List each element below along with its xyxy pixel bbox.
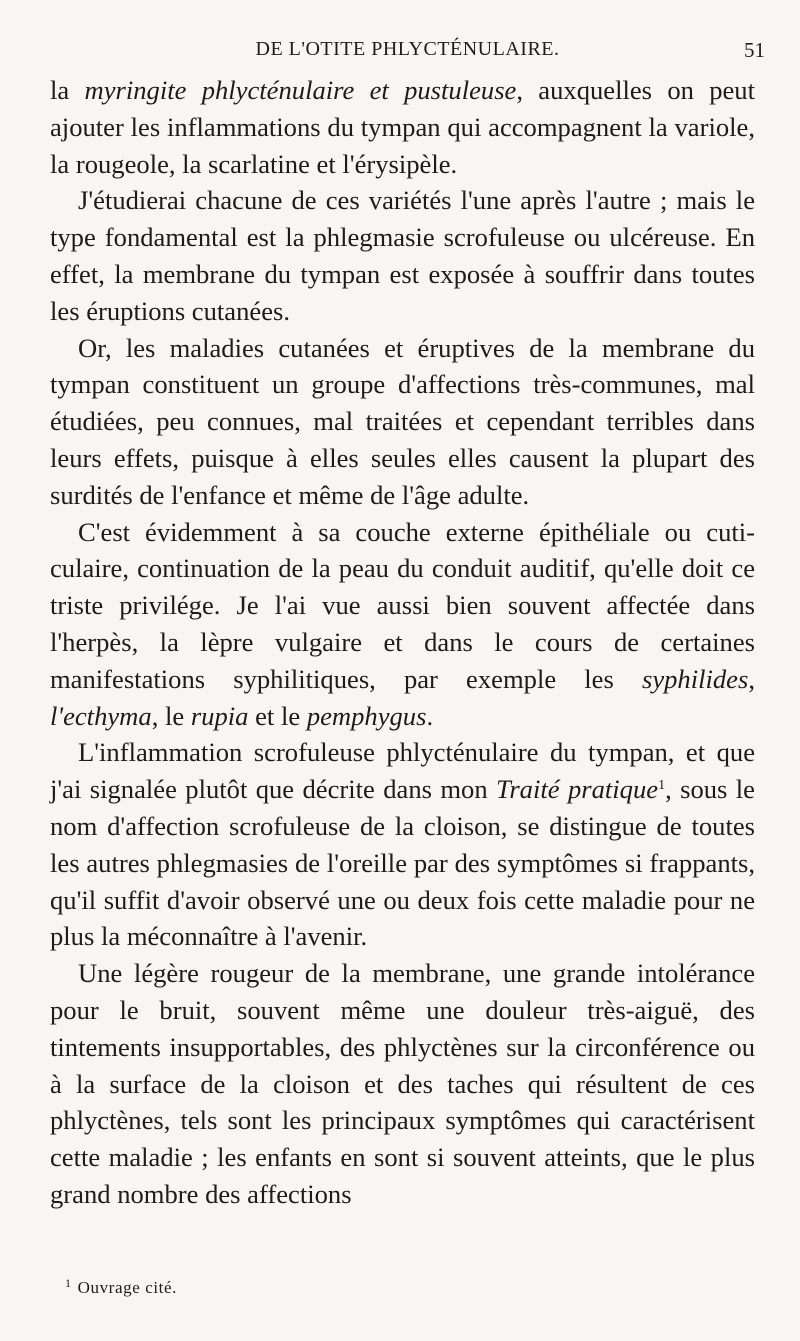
text-run: C'est évidemment à sa couche externe épithéliale ou cuticulaire, continuation de la peau du conduit auditif, qu'elle doit ce triste privilége. Je l'ai vue aussi bien souvent affectée dans l'herpès, la lèpre vulgaire et dans le cours de certaines manifestations syphilitiques, par exemple les <box>50 516 755 694</box>
footnote <box>65 1278 177 1298</box>
text-run: , <box>748 663 755 694</box>
body-text <box>50 72 755 1213</box>
running-title: DE L'OTITE PHLYCTÉNULAIRE. <box>255 38 560 60</box>
text-run: et le <box>248 700 307 731</box>
paragraph-4 <box>50 514 755 735</box>
paragraph-3 <box>50 330 755 514</box>
running-head <box>50 38 765 68</box>
footnote-marker: 1 <box>65 1276 72 1290</box>
text-run: J'étudierai chacune de ces variétés l'une après l'autre ; mais le type fondamental est la phlegmasie scrofuleuse ou ulcéreuse. En effet, la membrane du tympan est exposée à souffrir dans toutes les éruptions cutanées. <box>50 185 755 326</box>
paragraph-1 <box>50 72 755 182</box>
italic-term: Traité pratique <box>496 774 659 805</box>
paragraph-2 <box>50 182 755 329</box>
italic-term: myringite phlycténulaire et pustuleuse <box>84 75 517 105</box>
italic-term: rupia <box>190 700 249 731</box>
paragraph-6 <box>50 955 755 1213</box>
italic-term: syphilides <box>641 663 749 694</box>
text-run: la <box>50 75 85 105</box>
page-number: 51 <box>744 38 765 62</box>
text-run: . <box>426 700 434 731</box>
text-run: , sous le nom d'affection scrofuleuse de la cloison, se distingue de toutes les autres phlegmasies de l'oreille par des symptômes si frappants, qu'il suffit d'avoir observé une ou deux fois cette maladie pour ne plus la méconnaître à l'avenir. <box>50 774 755 952</box>
footnote-reference: 1 <box>658 778 666 794</box>
text-run: L'inflammation scrofuleuse phlycténulaire du tympan, et que j'ai signalée plutôt que décrite dans mon <box>50 737 755 805</box>
text-run: , le <box>151 700 191 731</box>
italic-term: pemphygus <box>306 700 427 731</box>
paragraph-5 <box>50 734 755 955</box>
text-run: Or, les maladies cutanées et éruptives de la membrane du tympan constituent un groupe d'affections très-communes, mal étudiées, peu connues, mal traitées et cependant terribles dans leurs effets, puisque à elles seules elles causent la plupart des surdités de l'enfance et même de l'âge adulte. <box>50 332 755 510</box>
text-run: Une légère rougeur de la membrane, une grande intolérance pour le bruit, souvent même une douleur très-aiguë, des tintements insupportables, des phlyctènes sur la circonférence ou à la surface de la cloison et des taches qui résultent de ces phlyctènes, tels sont les principaux symptômes qui caractérisent cette maladie ; les enfants en sont si souvent atteints, que le plus grand nombre des affections <box>50 958 755 1209</box>
footnote-text: Ouvrage cité. <box>77 1278 177 1297</box>
text-run: , auxquelles on peut ajouter les inflammations du tympan qui accompagnent la variole, la rougeole, la scarlatine et l'érysipèle. <box>50 75 755 179</box>
italic-term: l'ecthyma <box>50 700 152 731</box>
